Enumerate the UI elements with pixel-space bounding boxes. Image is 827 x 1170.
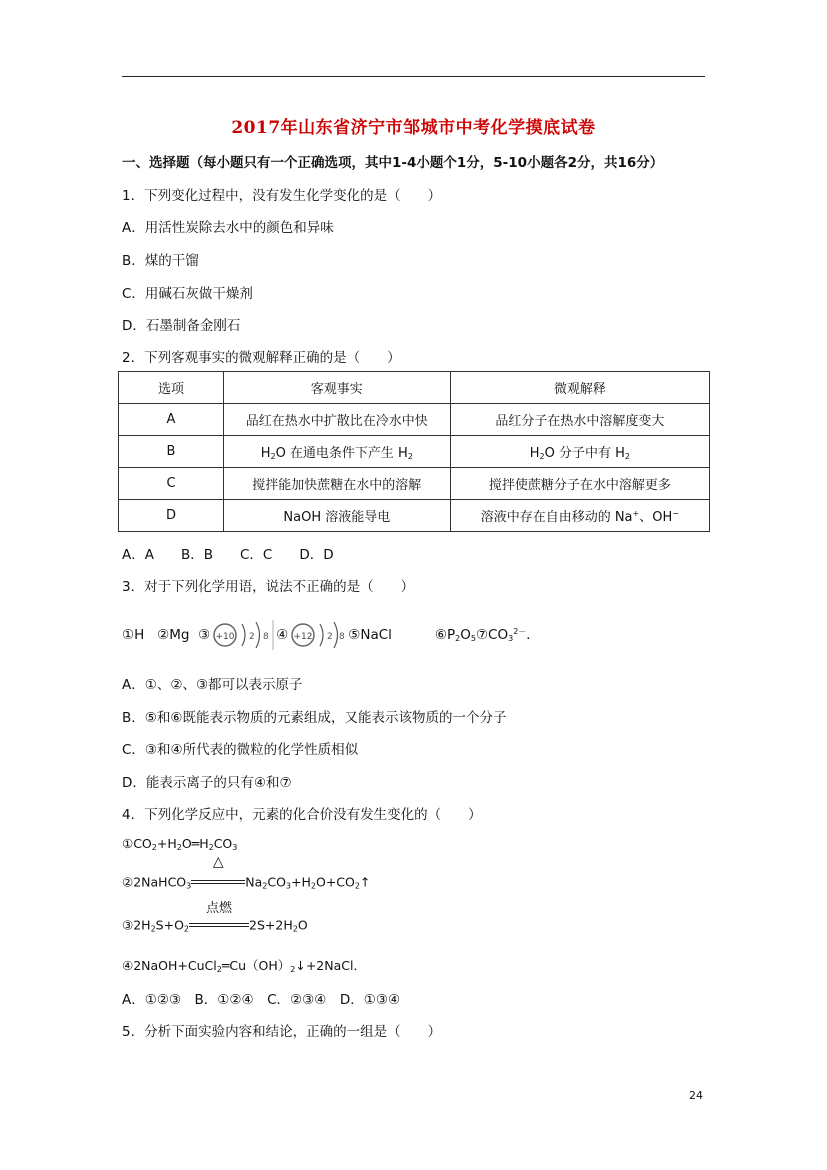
symbol-5: ⑤NaCl (348, 627, 392, 643)
q1-option-d: D．石墨制备金刚石 (122, 318, 241, 334)
heat-symbol: △ (212, 854, 224, 870)
q4-stem: 4．下列化学反应中，元素的化合价没有发生变化的（ ） (122, 807, 482, 823)
q3-option-a: A．①、②、③都可以表示原子 (122, 677, 303, 693)
reaction-condition (189, 901, 249, 937)
subscript: 2 (262, 881, 268, 891)
atom-structure-diagram (212, 620, 274, 650)
option-cell: C (119, 468, 224, 500)
subscript: 2 (407, 452, 413, 461)
text: +H (156, 836, 177, 851)
q1-option-c: C．用碱石灰做干燥剂 (122, 286, 253, 302)
text: 2S+2H (249, 917, 293, 933)
nucleus-charge: +10 (215, 632, 235, 642)
section-heading: 一、选择题（每小题只有一个正确选项，其中1-4小题个1分，5-10小题各2分，共16分） (122, 155, 664, 171)
q1-option-a: A．用活性炭除去水中的颜色和异味 (122, 220, 334, 236)
subscript: 3 (285, 881, 292, 891)
explain-cell: 品红分子在热水中溶解度变大 (450, 404, 709, 436)
text: O 分子中有 H (544, 446, 625, 461)
shell-electrons: 8 (263, 632, 269, 642)
text: H (260, 446, 271, 461)
subscript: 2 (292, 924, 298, 934)
fact-cell (223, 436, 450, 468)
text: O+CO (315, 874, 355, 890)
explain-cell (450, 500, 709, 532)
shell-arc (256, 622, 260, 648)
subscript: 2 (151, 843, 157, 852)
subscript: 2 (455, 634, 461, 643)
superscript: − (672, 509, 679, 518)
shell-electrons: 2 (249, 632, 255, 642)
q3-option-b: B．⑤和⑥既能表示物质的元素组成，又能表示该物质的一个分子 (122, 710, 507, 726)
text: O (460, 627, 471, 643)
subscript: 3 (186, 881, 192, 891)
subscript: 2 (310, 881, 316, 891)
table-row (119, 404, 710, 436)
header-rule (122, 76, 705, 77)
q4-options: A．①②③ B．①②④ C．②③④ D．①③④ (122, 992, 401, 1008)
option-cell: B (119, 436, 224, 468)
table-row (119, 468, 710, 500)
explain-cell: 搅拌使蔗糖分子在水中溶解更多 (450, 468, 709, 500)
superscript: + (632, 509, 640, 518)
text: ①CO (122, 836, 152, 851)
subscript: 2 (216, 965, 222, 974)
page-title: 2017年山东省济宁市邹城市中考化学摸底试卷 (231, 118, 596, 138)
shell-arc (242, 624, 245, 646)
subscript: 2 (150, 924, 156, 934)
q4-reaction-4 (122, 956, 366, 974)
subscript: 2 (270, 452, 276, 461)
q2-answers: A．A B．B C．C D．D (122, 547, 334, 563)
gas-arrow: ↑ (359, 874, 371, 890)
q4-reaction-3 (122, 901, 308, 937)
subscript: 3 (232, 843, 238, 852)
table-row (119, 500, 710, 532)
q4-reaction-1 (122, 836, 237, 852)
table-row (119, 436, 710, 468)
text: ═Cu（OH） (221, 958, 291, 973)
shell-electrons: 8 (339, 632, 346, 642)
q1-stem: 1．下列变化过程中，没有发生化学变化的是（ ） (122, 188, 442, 204)
option-cell: A (119, 404, 224, 436)
explain-cell (450, 436, 709, 468)
text: ． (526, 627, 540, 643)
text: 溶液中存在自由移动的 Na (480, 510, 633, 525)
symbol-3: ③ (198, 627, 211, 643)
subscript: 3 (508, 634, 514, 643)
shell-electrons: 2 (327, 632, 334, 642)
nucleus-charge: +12 (293, 632, 313, 642)
header-cell: 选项 (119, 372, 224, 404)
text: O 在通电条件下产生 H (275, 446, 408, 461)
page-number: 24 (689, 1089, 703, 1102)
text: O═H (181, 836, 209, 851)
subscript: 5 (470, 634, 476, 643)
atom-structure-diagram (290, 620, 346, 650)
q4-reaction-2 (122, 854, 371, 894)
subscript: 2 (183, 924, 189, 934)
symbol-4: ④ (276, 627, 289, 643)
text: 、OH (639, 510, 673, 525)
text: ↓+2NaCl． (295, 958, 366, 973)
text: +H (291, 874, 311, 890)
shell-arc (320, 624, 323, 646)
q3-option-d: D．能表示离子的只有④和⑦ (122, 775, 292, 791)
text: S+O (155, 917, 184, 933)
q2-stem: 2．下列客观事实的微观解释正确的是（ ） (122, 350, 401, 366)
table-header-row (119, 372, 710, 404)
q2-table (118, 371, 710, 532)
q1-option-b: B．煤的干馏 (122, 253, 199, 269)
subscript: 2 (539, 452, 545, 461)
subscript: 2 (176, 843, 182, 852)
subscript: 2 (354, 881, 360, 891)
q3-option-c: C．③和④所代表的微粒的化学性质相似 (122, 742, 359, 758)
header-cell: 微观解释 (450, 372, 709, 404)
text: ③2H (122, 917, 151, 933)
option-cell: D (119, 500, 224, 532)
header-cell: 客观事实 (223, 372, 450, 404)
subscript: 2 (290, 965, 296, 974)
symbol-1: ①H (122, 627, 145, 643)
shell-arc (334, 622, 338, 648)
text: ②2NaHCO (122, 874, 187, 890)
q5-stem: 5．分析下面实验内容和结论，正确的一组是（ ） (122, 1024, 442, 1040)
subscript: 2 (624, 452, 630, 461)
text: Na (245, 874, 263, 890)
ignition-label: 点燃 (205, 901, 232, 916)
fact-cell: 品红在热水中扩散比在冷水中快 (223, 404, 450, 436)
superscript: 2－ (513, 627, 527, 636)
subscript: 2 (208, 843, 214, 852)
fact-cell: NaOH 溶液能导电 (223, 500, 450, 532)
text: ④2NaOH+CuCl (122, 958, 217, 973)
reaction-condition (191, 854, 245, 894)
q3-symbols (122, 617, 540, 647)
text: O (297, 917, 308, 933)
fact-cell: 搅拌能加快蔗糖在水中的溶解 (223, 468, 450, 500)
symbol-6: ⑥P (434, 627, 456, 643)
text: CO (267, 874, 286, 890)
text: CO (213, 836, 233, 851)
symbol-2: ②Mg (157, 627, 190, 643)
text: H (529, 446, 540, 461)
q3-stem: 3．对于下列化学用语，说法不正确的是（ ） (122, 579, 415, 595)
symbol-7: ⑦CO (475, 627, 509, 643)
